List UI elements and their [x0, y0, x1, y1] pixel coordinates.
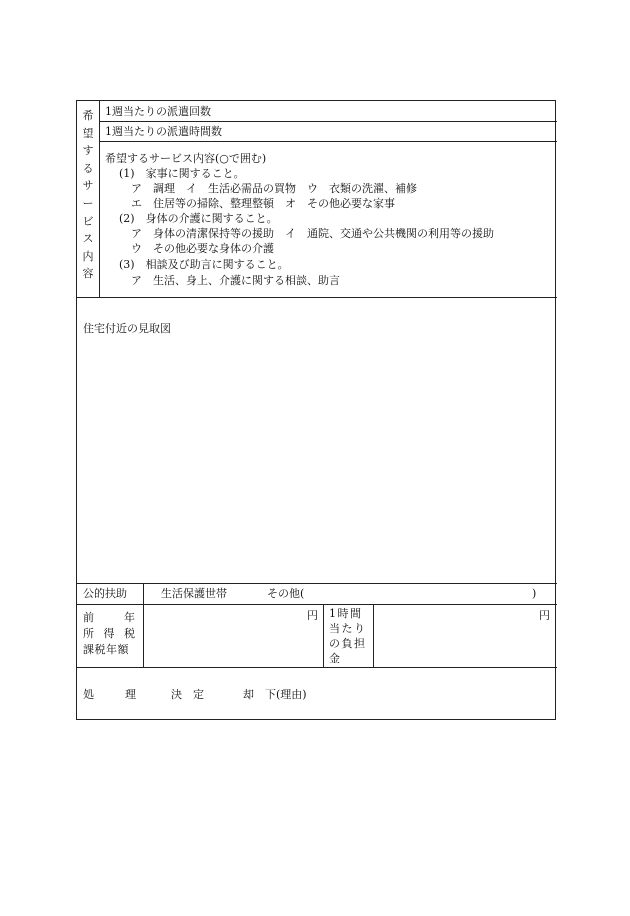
processing-label-b: 理	[125, 688, 136, 701]
service-line: (3) 相談及び助言に関すること。	[119, 258, 289, 271]
weekly-hours-label: 1週当たりの派遣時間数	[105, 125, 222, 138]
service-side-label: 希 望 す る サ ー ビ ス 内 容	[82, 109, 94, 281]
option-other-close: )	[532, 587, 537, 600]
divider	[99, 101, 100, 297]
public-assistance-label: 公的扶助	[83, 587, 127, 600]
service-content-heading: 希望するサービス内容(○で囲む)	[105, 152, 267, 165]
processing-label-a: 処	[83, 688, 94, 701]
option-welfare-household[interactable]: 生活保護世帯	[161, 587, 227, 600]
service-line: ア 身体の清潔保持等の援助 イ 通院、交通や公共機関の利用等の援助	[131, 227, 494, 240]
map-drawing-area[interactable]	[77, 298, 555, 583]
service-line: ウ その他必要な身体の介護	[131, 242, 274, 255]
service-line: ア 調理 イ 生活必需品の買物 ウ 衣類の洗濯、補修	[131, 182, 417, 195]
rejection-option[interactable]: 却 下(理由)	[243, 688, 307, 701]
divider	[99, 141, 557, 142]
weekly-frequency-label: 1週当たりの派遣回数	[105, 105, 211, 118]
yen-unit: 円	[307, 609, 318, 622]
service-line: (2) 身体の介護に関すること。	[119, 212, 278, 225]
divider	[323, 604, 324, 667]
divider	[143, 583, 144, 604]
service-line: エ 住居等の掃除、整理整頓 オ その他必要な家事	[131, 197, 395, 210]
hourly-burden-amount-field[interactable]	[374, 605, 556, 667]
yen-unit: 円	[539, 609, 550, 622]
divider	[77, 667, 557, 668]
service-line: (1) 家事に関すること。	[119, 167, 245, 180]
divider	[77, 583, 557, 584]
prior-year-tax-amount-field[interactable]	[144, 605, 322, 667]
map-label: 住宅付近の見取図	[83, 322, 171, 335]
hourly-burden-label: 1時間 当たり の負担 金	[329, 607, 367, 665]
option-other[interactable]: その他(	[267, 587, 305, 600]
service-line: ア 生活、身上、介護に関する相談、助言	[131, 274, 340, 287]
prior-year-tax-label: 前 年 所 得 税 課税年額	[83, 611, 135, 656]
divider	[99, 121, 557, 122]
application-form	[76, 100, 556, 720]
decision-option[interactable]: 決 定	[171, 688, 204, 701]
